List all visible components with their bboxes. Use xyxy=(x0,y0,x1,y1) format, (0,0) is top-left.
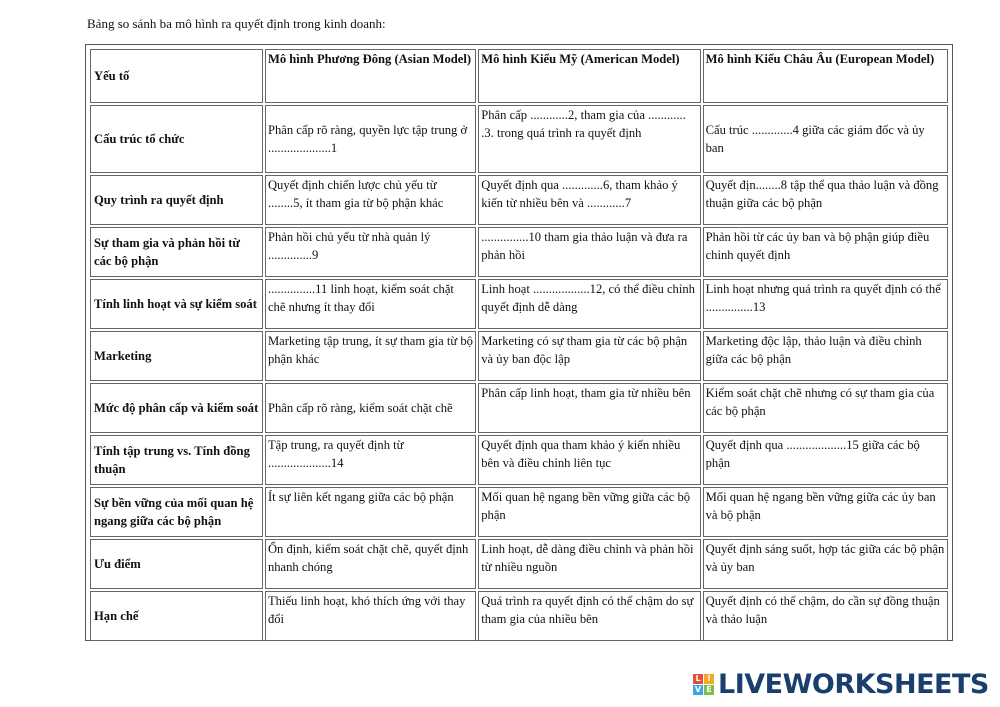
table-caption: Bảng so sánh ba mô hình ra quyết định trong kinh doanh: xyxy=(87,16,386,31)
row-factor: Mức độ phân cấp và kiểm soát xyxy=(90,383,263,433)
cell-american: Phân cấp linh hoạt, tham gia từ nhiều bên xyxy=(478,383,700,433)
cell-european: Quyết định có thể chậm, do cần sự đồng thuận và thảo luận xyxy=(703,591,948,641)
table-row xyxy=(90,539,948,589)
cell-asian: Phân cấp rõ ràng, quyền lực tập trung ở ....................1 xyxy=(265,105,476,173)
logo-text: LIVEWORKSHEETS xyxy=(718,668,989,700)
cell-european: Cấu trúc .............4 giữa các giám đốc và ủy ban xyxy=(703,105,948,173)
cell-american: Linh hoạt ..................12, có thể điều chỉnh quyết định dễ dàng xyxy=(478,279,700,329)
logo-mark-letter: L xyxy=(693,674,703,684)
cell-european: Quyết địn........8 tập thể qua thảo luận và đồng thuận giữa các bộ phận xyxy=(703,175,948,225)
table-row xyxy=(90,331,948,381)
cell-european: Phản hồi từ các ủy ban và bộ phận giúp điều chỉnh quyết định xyxy=(703,227,948,277)
row-factor: Ưu điểm xyxy=(90,539,263,589)
logo-mark-icon xyxy=(693,674,714,695)
cell-american: Quyết định qua tham khảo ý kiến nhiều bên và điều chỉnh liên tục xyxy=(478,435,700,485)
table-row xyxy=(90,435,948,485)
logo-mark-letter: E xyxy=(704,685,714,695)
table-row xyxy=(90,487,948,537)
cell-asian: Ít sự liên kết ngang giữa các bộ phận xyxy=(265,487,476,537)
row-factor: Cấu trúc tổ chức xyxy=(90,105,263,173)
header-factor: Yếu tố xyxy=(90,49,263,103)
row-factor: Hạn chế xyxy=(90,591,263,641)
header-american-model: Mô hình Kiểu Mỹ (American Model) xyxy=(478,49,700,103)
cell-asian: ...............11 linh hoạt, kiểm soát chặt chẽ nhưng ít thay đổi xyxy=(265,279,476,329)
cell-american: Marketing có sự tham gia từ các bộ phận và ủy ban độc lập xyxy=(478,331,700,381)
row-factor: Marketing xyxy=(90,331,263,381)
cell-american: Phân cấp ............2, tham gia của ............ .3. trong quá trình ra quyết định xyxy=(478,105,700,173)
cell-european: Quyết định sáng suốt, hợp tác giữa các bộ phận và ủy ban xyxy=(703,539,948,589)
header-row xyxy=(90,49,948,103)
cell-european: Mối quan hệ ngang bền vững giữa các ủy ban và bộ phận xyxy=(703,487,948,537)
comparison-table xyxy=(85,44,953,641)
table-row xyxy=(90,175,948,225)
row-factor: Tính linh hoạt và sự kiểm soát xyxy=(90,279,263,329)
header-european-model: Mô hình Kiểu Châu Âu (European Model) xyxy=(703,49,948,103)
table-row xyxy=(90,227,948,277)
cell-asian: Ổn định, kiểm soát chặt chẽ, quyết định nhanh chóng xyxy=(265,539,476,589)
cell-european: Quyết định qua ...................15 giữa các bộ phận xyxy=(703,435,948,485)
liveworksheets-logo[interactable] xyxy=(693,667,989,701)
cell-american: ...............10 tham gia thảo luận và đưa ra phản hồi xyxy=(478,227,700,277)
row-factor: Tính tập trung vs. Tính đồng thuận xyxy=(90,435,263,485)
row-factor: Quy trình ra quyết định xyxy=(90,175,263,225)
cell-asian: Tập trung, ra quyết định từ ....................14 xyxy=(265,435,476,485)
cell-american: Quá trình ra quyết định có thể chậm do sự tham gia của nhiều bên xyxy=(478,591,700,641)
row-factor: Sự tham gia và phản hồi từ các bộ phận xyxy=(90,227,263,277)
table-row xyxy=(90,383,948,433)
cell-asian: Thiếu linh hoạt, khó thích ứng với thay đổi xyxy=(265,591,476,641)
logo-mark-letter: V xyxy=(694,684,702,694)
header-asian-model: Mô hình Phương Đông (Asian Model) xyxy=(265,49,476,103)
table-row xyxy=(90,591,948,641)
cell-american: Mối quan hệ ngang bền vững giữa các bộ phận xyxy=(478,487,700,537)
cell-european: Kiểm soát chặt chẽ nhưng có sự tham gia của các bộ phận xyxy=(703,383,948,433)
logo-mark-letter: I xyxy=(704,674,714,684)
cell-asian: Phân cấp rõ ràng, kiểm soát chặt chẽ xyxy=(265,383,476,433)
cell-asian: Quyết định chiến lược chủ yếu từ ........5, ít tham gia từ bộ phận khác xyxy=(265,175,476,225)
cell-european: Linh hoạt nhưng quá trình ra quyết định có thể ...............13 xyxy=(703,279,948,329)
cell-american: Quyết định qua .............6, tham khảo ý kiến từ nhiều bên và ............7 xyxy=(478,175,700,225)
row-factor: Sự bền vững của mối quan hệ ngang giữa các bộ phận xyxy=(90,487,263,537)
cell-european: Marketing độc lập, thảo luận và điều chỉnh giữa các bộ phận xyxy=(703,331,948,381)
cell-american: Linh hoạt, dễ dàng điều chỉnh và phản hồi từ nhiều nguồn xyxy=(478,539,700,589)
cell-asian: Phản hồi chủ yếu từ nhà quản lý ..............9 xyxy=(265,227,476,277)
cell-asian: Marketing tập trung, ít sự tham gia từ bộ phận khác xyxy=(265,331,476,381)
table-row xyxy=(90,279,948,329)
table-row xyxy=(90,105,948,173)
